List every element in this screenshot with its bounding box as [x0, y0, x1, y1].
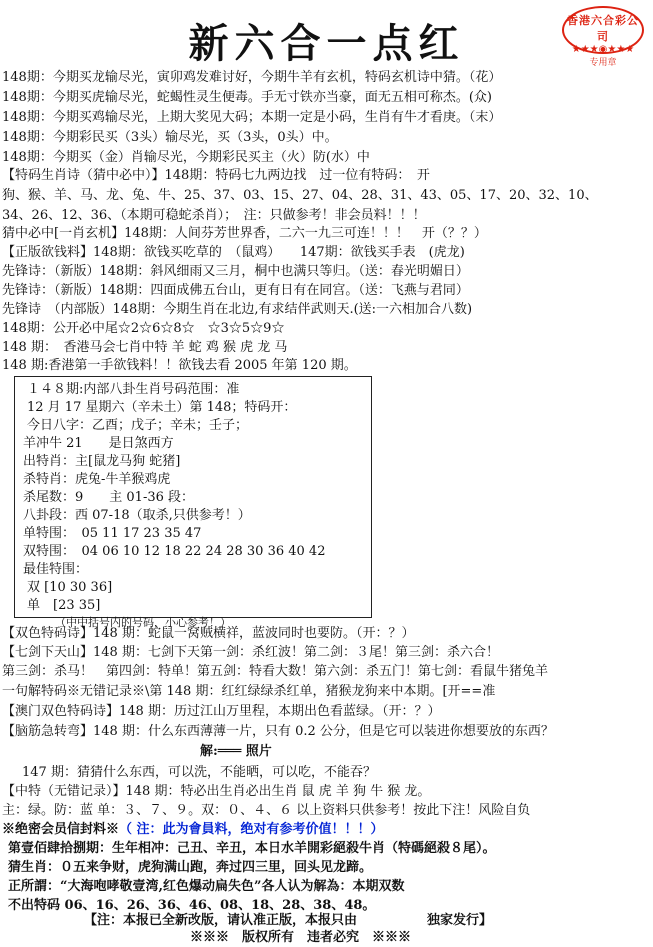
text-line: 第三剑：杀马！ 第四剑：特单！第五剑：特看大数！第六剑：杀五门！第七剑：看鼠牛猪兔羊 — [2, 664, 549, 679]
company-seal-stamp — [562, 6, 644, 68]
text-line: 【双色特码诗】148 期：蛇鼠一窝贼横祥，蓝波同时也要防。（开：？） — [2, 626, 415, 641]
text-line: 【澳门双色特码诗】148 期：历过江山万里程，本期出色看蓝绿。（开：？） — [2, 704, 441, 719]
box-line: 双特围： 04 06 10 12 18 22 24 28 30 36 40 42 — [23, 544, 326, 559]
text-line: 34、26、12、36、（本期可稳蛇杀肖）； 注：只做参考！非会员料！！！ — [2, 208, 426, 223]
copyright: ※※※ 版权所有 违者必究 ※※※ — [190, 930, 412, 945]
text-line: 先锋诗 （内部版）148期：今期生肖在北边,有求结伴武则天.(送:一六相加合八数) — [2, 302, 473, 317]
text-line: 先锋诗：（新版）148期：斜风细雨又三月，桐中也满只等归。（送：春光明媚日） — [2, 264, 469, 279]
seal-stars: ★★★◉★★★ — [571, 44, 635, 55]
text-line: 猜中必中[一肖玄机】148期：人间芬芳世界香，二六一九三可连！！！ 开（？？） — [2, 226, 487, 241]
box-line: 杀尾数：9 主 01-36 段： — [23, 490, 195, 505]
text-line: 猜生肖：０五来争财，虎狗满山跑，奔过四三里，回头见龙蹄。 — [8, 860, 373, 875]
text-line: 不出特码 06、16、26、36、46、08、18、28、38、48。 — [8, 898, 376, 913]
secret-member-heading — [2, 820, 384, 839]
text-line: 正所謂：“大海咆哮敬壹湾,红色爆动扁失色”各人认为解為：本期双数 — [8, 879, 405, 894]
box-line: 八卦段：西 07-18（取杀,只供参考！） — [23, 508, 251, 523]
secret-member-title: ※绝密会员信封料※ — [2, 822, 120, 837]
notice-end: 独家发行】 — [427, 913, 493, 928]
text-line: 先锋诗：（新版）148期：四面成佛五台山，更有日有在同宫。（送：飞燕与君同） — [2, 283, 469, 298]
text-line: 一句解特码※无错记录※\第 148 期：红红绿绿杀红单，猪猴龙狗来中本期。[开==准 — [2, 684, 496, 699]
page-title: 新六合一点红 — [188, 20, 465, 67]
text-line: 148期：今期彩民买（3头）输尽光，买（3头，0头）中。 — [2, 130, 338, 145]
box-line: 羊冲牛 21 是日煞西方 — [23, 436, 174, 451]
box-line: １４８期:内部八卦生肖号码范围：准 — [27, 382, 240, 397]
text-line: 狗、猴、羊、马、龙、兔、牛、25、37、03、15、27、04、28、31、43、05、17、20、32、10、 — [2, 188, 598, 203]
text-line: 148期：公开必中尾☆2☆6☆8☆ ☆3☆5☆9☆ — [2, 321, 285, 336]
box-line: 出特肖：主[鼠龙马狗 蛇猪] — [23, 454, 181, 469]
text-line: 148期：今期买龙输尽光，寅卯鸡发难讨好，今期牛羊有玄机，特码玄机诗中猜。（花） — [2, 70, 502, 85]
riddle-answer: 解:═══ 照片 — [200, 744, 272, 759]
text-line: 【脑筋急转弯】148 期：什么东西薄薄一片，只有 0.2 公分，但是它可以装进你想要放的东西？ — [2, 724, 554, 739]
text-line: 148期：今期买（金）肖输尽光，今期彩民买主（火）防(水）中 — [2, 150, 370, 165]
text-line: 147 期：猜猜什么东西，可以洗，不能晒，可以吃，不能吞？ — [22, 765, 376, 780]
bagua-range-box — [14, 376, 372, 629]
box-note: （中中括号内的号码，小心参考！） — [55, 616, 231, 629]
seal-bottom-text: 专用章 — [589, 58, 617, 68]
text-line: 148期：今期买虎输尽光，蛇蝎性灵生便毒。手无寸铁亦当豪，面无五相可称杰。(众) — [2, 90, 492, 105]
box-line: 双 [10 30 36] — [27, 580, 113, 595]
text-line: 【正版欲钱料】148期：欲钱买吃草的 （鼠鸡） 147期：欲钱买手表 (虎龙) — [2, 245, 465, 260]
box-line: 今日八字：乙酉；戊子；辛未；壬子； — [27, 418, 249, 433]
text-line: 148期：今期买鸡输尽光，上期大奖见大码；本期一定是小码，生肖有牛才看庚。（末） — [2, 110, 502, 125]
box-line: 最佳特围： — [23, 562, 89, 577]
text-line: 主：绿。防：蓝 单：３、７、９。双：０、４、６ 以上资料只供参考！按此下注！风险自负 — [2, 803, 531, 818]
text-line: 【特码生肖诗（猜中必中）】148期：特码七九两边找 过一位有特码： 开 — [2, 168, 430, 183]
text-line: 148 期： 香港马会七肖中特 羊 蛇 鸡 猴 虎 龙 马 — [2, 340, 288, 355]
text-line: 【中特（无错记录）】148 期：特必出生肖必出生肖 鼠 虎 羊 狗 牛 猴 龙。 — [2, 784, 431, 799]
box-line: 单特围： 05 11 17 23 35 47 — [23, 526, 202, 541]
box-line: 杀特肖：虎兔-牛羊猴鸡虎 — [23, 472, 171, 487]
box-line: 12 月 17 星期六（辛未土）第 148；特码开： — [27, 400, 297, 415]
text-line: 148 期:香港第一手欲钱料！！欲钱去看 2005 年第 120 期。 — [2, 358, 357, 373]
text-line: 第壹佰肆拾捌期：生年相冲：己丑、辛丑，本日水羊開彩絕殺牛肖（特碼絕殺８尾）。 — [8, 841, 496, 856]
notice-text: 【注：本报已全新改版，请认准正版，本报只由 — [84, 913, 358, 928]
seal-top-text: 香港六合彩公司 — [567, 14, 639, 43]
text-line: 【七剑下天山】148 期：七剑下天第一剑：杀红波！第二剑：３尾！第三剑：杀六合！ — [2, 645, 499, 660]
box-line: 单 [23 35] — [27, 598, 101, 613]
member-note: （ 注：此为會員料，绝对有参考价值！！！） — [119, 822, 384, 837]
